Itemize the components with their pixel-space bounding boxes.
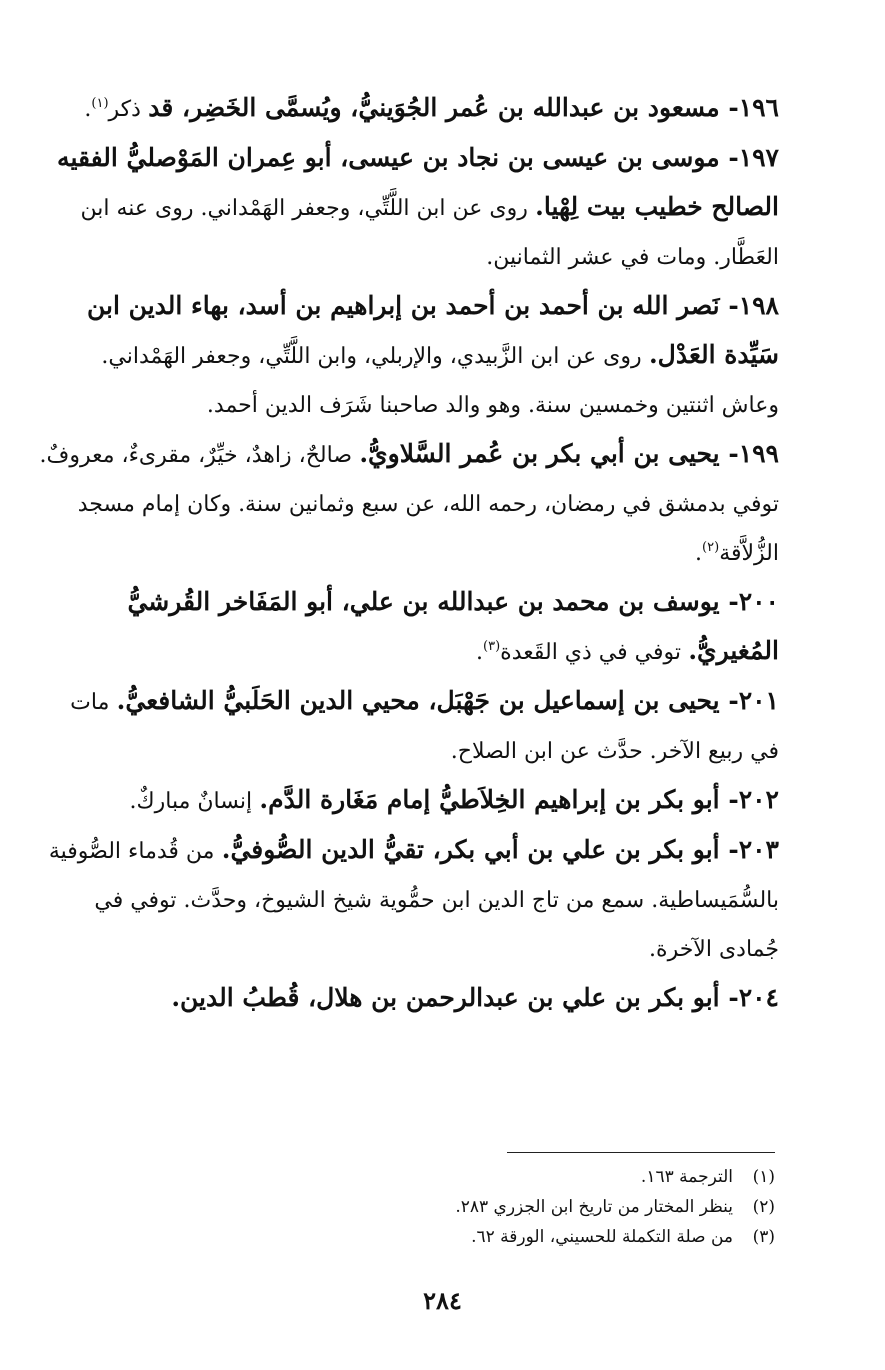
entry-heading: ٢٠٤- أبو بكر بن علي بن عبدالرحمن بن هلال، قُطبُ الدين. bbox=[171, 983, 779, 1012]
entry-196: ١٩٦- مسعود بن عبدالله بن عُمر الجُوَينيُّ، ويُسمَّى الخَضِر، قد ذكر$^{(١)}$. bbox=[84, 93, 779, 122]
entry-text: توفي في ذي القَعدة bbox=[500, 640, 681, 665]
footnote-number: (٣) bbox=[752, 1227, 775, 1247]
entry-text: روى عن ابن اللَّتِّي، وجعفر الهَمْداني. روى عنه ابن العَطَّار. ومات في عشر الثمانين. bbox=[80, 196, 779, 270]
entry-text: من قُدماء الصُّوفية بالسُّمَيساطية. سمع من تاج الدين ابن حمُّوية شيخ الشيوخ، وحدَّث. توفي في جُمادى الآخرة. bbox=[48, 839, 779, 962]
entry-heading: ١٩٧- موسى بن عيسى بن نجاد بن عيسى، أبو عِمران المَوْصليُّ الفقيه الصالح خطيب بيت لِهْيا. bbox=[57, 143, 779, 221]
entry-heading: ١٩٨- نَصر الله بن أحمد بن أحمد بن إبراهيم بن أسد، بهاء الدين ابن سَيِّدة العَدْل. bbox=[87, 291, 779, 369]
footnote-number: (٢) bbox=[752, 1197, 775, 1217]
entry-heading: ١٩٩- يحيى بن أبي بكر بن عُمر السَّلاويُّ. bbox=[359, 439, 779, 468]
entry-199: ١٩٩- يحيى بن أبي بكر بن عُمر السَّلاويُّ. صالحٌ، زاهدٌ، خيِّرٌ، مقرىءٌ، معروفٌ. توفي بدمشق في رمضان، رحمه الله، عن سبع وثمانين سنة. وكان إمام مسجد الزُّلاَّقة$^{(٢)}$. bbox=[39, 439, 779, 566]
entry-heading: ٢٠١- يحيى بن إسماعيل بن جَهْبَل، محيي الدين الحَلَبيُّ الشافعيُّ. bbox=[116, 686, 779, 715]
entry-202 bbox=[39, 776, 779, 826]
entry-heading: ١٩٦- مسعود بن عبدالله بن عُمر الجُوَينيُّ، ويُسمَّى الخَضِر، قد bbox=[148, 93, 779, 122]
page-number: ٢٨٤ bbox=[423, 1286, 462, 1315]
entry-198 bbox=[39, 282, 779, 430]
entry-201 bbox=[39, 677, 779, 776]
entry-heading: ٢٠٢- أبو بكر بن إبراهيم الخِلاَطيُّ إمام مَغَارة الدَّم. bbox=[259, 785, 779, 814]
footnote-3 bbox=[175, 1222, 775, 1252]
footnote-text: الترجمة ١٦٣. bbox=[640, 1167, 733, 1187]
entry-204 bbox=[39, 974, 779, 1023]
entry-text: ذكر bbox=[108, 97, 141, 122]
footnote-2 bbox=[175, 1192, 775, 1222]
entry-text: روى عن ابن الزَّبيدي، والإربلي، وابن اللَّتِّي، وجعفر الهَمْداني. وعاش اثنتين وخمسين سنة. وهو والد صاحبنا شَرَف الدين أحمد. bbox=[101, 344, 779, 418]
footnotes bbox=[175, 1162, 775, 1252]
footnote-divider bbox=[507, 1152, 775, 1153]
footnote-text: من صلة التكملة للحسيني، الورقة ٦٢. bbox=[471, 1227, 733, 1247]
footnote-ref: (٣) bbox=[483, 639, 501, 654]
entry-heading: ٢٠٣- أبو بكر بن علي بن أبي بكر، تقيُّ الدين الصُّوفيُّ. bbox=[221, 835, 779, 864]
entry-text: صالحٌ، زاهدٌ، خيِّرٌ، مقرىءٌ، معروفٌ. توفي بدمشق في رمضان، رحمه الله، عن سبع وثمانين سنة. وكان إمام مسجد الزُّلاَّقة bbox=[39, 443, 779, 566]
footnote-1 bbox=[175, 1162, 775, 1192]
footnote-ref: (١) bbox=[91, 96, 109, 111]
footnote-number: (١) bbox=[752, 1167, 775, 1187]
entry-heading: ٢٠٠- يوسف بن محمد بن عبدالله بن علي، أبو المَفَاخر القُرشيُّ المُغيريُّ. bbox=[127, 587, 779, 665]
biography-entries bbox=[39, 84, 779, 1023]
entry-203 bbox=[39, 826, 779, 974]
entry-197 bbox=[39, 134, 779, 282]
footnote-ref: (٢) bbox=[702, 540, 720, 555]
entry-200: ٢٠٠- يوسف بن محمد بن عبدالله بن علي، أبو المَفَاخر القُرشيُّ المُغيريُّ. توفي في ذي القَعدة$^{(٣)}$. bbox=[127, 587, 779, 665]
entry-text: مات في ربيع الآخر. حدَّث عن ابن الصلاح. bbox=[70, 690, 779, 764]
entry-text: إنسانٌ مباركٌ. bbox=[129, 789, 253, 814]
footnote-text: ينظر المختار من تاريخ ابن الجزري ٢٨٣. bbox=[455, 1197, 733, 1217]
